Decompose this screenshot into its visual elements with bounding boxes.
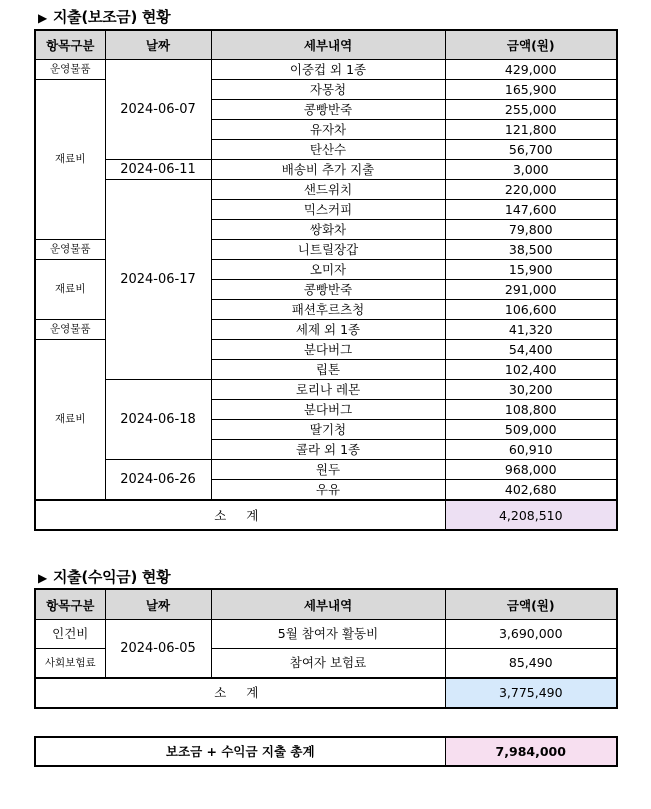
category-cell: 운영물품 — [35, 240, 105, 260]
header-date: 날짜 — [105, 589, 211, 620]
date-cell: 2024-06-26 — [105, 460, 211, 501]
date-cell: 2024-06-11 — [105, 160, 211, 180]
header-detail: 세부내역 — [211, 30, 445, 60]
detail-cell: 패션후르츠청 — [211, 300, 445, 320]
amount-cell: 429,000 — [445, 60, 617, 80]
subtotal-value: 4,208,510 — [445, 500, 617, 530]
amount-cell: 102,400 — [445, 360, 617, 380]
subsidy-expense-table — [34, 29, 618, 531]
amount-cell: 60,910 — [445, 440, 617, 460]
table-row — [35, 380, 617, 400]
category-cell: 재료비 — [35, 260, 105, 320]
table-row — [35, 160, 617, 180]
detail-cell: 이중컵 외 1종 — [211, 60, 445, 80]
date-cell: 2024-06-17 — [105, 180, 211, 380]
detail-cell: 자몽청 — [211, 80, 445, 100]
grand-total-row — [35, 737, 617, 766]
amount-cell: 41,320 — [445, 320, 617, 340]
amount-cell: 509,000 — [445, 420, 617, 440]
detail-cell: 분다버그 — [211, 400, 445, 420]
amount-cell: 165,900 — [445, 80, 617, 100]
amount-cell: 79,800 — [445, 220, 617, 240]
amount-cell: 85,490 — [445, 649, 617, 679]
header-detail: 세부내역 — [211, 589, 445, 620]
category-cell: 사회보험료 — [35, 649, 105, 679]
amount-cell: 56,700 — [445, 140, 617, 160]
subtotal-row — [35, 500, 617, 530]
triangle-bullet-icon: ▶ — [38, 11, 47, 25]
category-cell: 재료비 — [35, 80, 105, 240]
subtotal-row — [35, 678, 617, 708]
date-cell: 2024-06-07 — [105, 60, 211, 160]
detail-cell: 니트릴장갑 — [211, 240, 445, 260]
subtotal-value: 3,775,490 — [445, 678, 617, 708]
header-category: 항목구분 — [35, 589, 105, 620]
detail-cell: 로리나 레몬 — [211, 380, 445, 400]
amount-cell: 38,500 — [445, 240, 617, 260]
detail-cell: 콩빵반죽 — [211, 280, 445, 300]
detail-cell: 분다버그 — [211, 340, 445, 360]
detail-cell: 탄산수 — [211, 140, 445, 160]
detail-cell: 콩빵반죽 — [211, 100, 445, 120]
detail-cell: 5월 참여자 활동비 — [211, 620, 445, 649]
detail-cell: 콜라 외 1종 — [211, 440, 445, 460]
amount-cell: 255,000 — [445, 100, 617, 120]
detail-cell: 우유 — [211, 480, 445, 501]
detail-cell: 쌍화차 — [211, 220, 445, 240]
header-category: 항목구분 — [35, 30, 105, 60]
date-cell: 2024-06-18 — [105, 380, 211, 460]
header-amount: 금액(원) — [445, 589, 617, 620]
detail-cell: 배송비 추가 지출 — [211, 160, 445, 180]
date-cell: 2024-06-05 — [105, 620, 211, 679]
detail-cell: 딸기청 — [211, 420, 445, 440]
grand-total-label: 보조금 + 수익금 지출 총계 — [35, 737, 445, 766]
amount-cell: 30,200 — [445, 380, 617, 400]
section2-title: ▶ 지출(수익금) 현황 — [38, 568, 171, 586]
category-cell: 재료비 — [35, 340, 105, 501]
amount-cell: 106,600 — [445, 300, 617, 320]
table-row — [35, 180, 617, 200]
amount-cell: 968,000 — [445, 460, 617, 480]
detail-cell: 유자차 — [211, 120, 445, 140]
table-row — [35, 60, 617, 80]
section1-title: ▶ 지출(보조금) 현황 — [38, 8, 171, 26]
revenue-expense-table — [34, 588, 618, 709]
amount-cell: 291,000 — [445, 280, 617, 300]
table-header-row — [35, 589, 617, 620]
amount-cell: 54,400 — [445, 340, 617, 360]
detail-cell: 세제 외 1종 — [211, 320, 445, 340]
table-row — [35, 620, 617, 649]
table-header-row — [35, 30, 617, 60]
detail-cell: 립톤 — [211, 360, 445, 380]
amount-cell: 15,900 — [445, 260, 617, 280]
amount-cell: 121,800 — [445, 120, 617, 140]
amount-cell: 220,000 — [445, 180, 617, 200]
category-cell: 운영물품 — [35, 60, 105, 80]
detail-cell: 참여자 보험료 — [211, 649, 445, 679]
category-cell: 인건비 — [35, 620, 105, 649]
amount-cell: 402,680 — [445, 480, 617, 501]
table-row — [35, 460, 617, 480]
amount-cell: 3,690,000 — [445, 620, 617, 649]
amount-cell: 108,800 — [445, 400, 617, 420]
detail-cell: 원두 — [211, 460, 445, 480]
grand-total-table — [34, 736, 618, 767]
detail-cell: 오미자 — [211, 260, 445, 280]
detail-cell: 믹스커피 — [211, 200, 445, 220]
amount-cell: 3,000 — [445, 160, 617, 180]
subtotal-label: 소 계 — [35, 500, 445, 530]
triangle-bullet-icon: ▶ — [38, 571, 47, 585]
grand-total-value: 7,984,000 — [445, 737, 617, 766]
header-date: 날짜 — [105, 30, 211, 60]
category-cell: 운영물품 — [35, 320, 105, 340]
amount-cell: 147,600 — [445, 200, 617, 220]
subtotal-label: 소 계 — [35, 678, 445, 708]
detail-cell: 샌드위치 — [211, 180, 445, 200]
header-amount: 금액(원) — [445, 30, 617, 60]
